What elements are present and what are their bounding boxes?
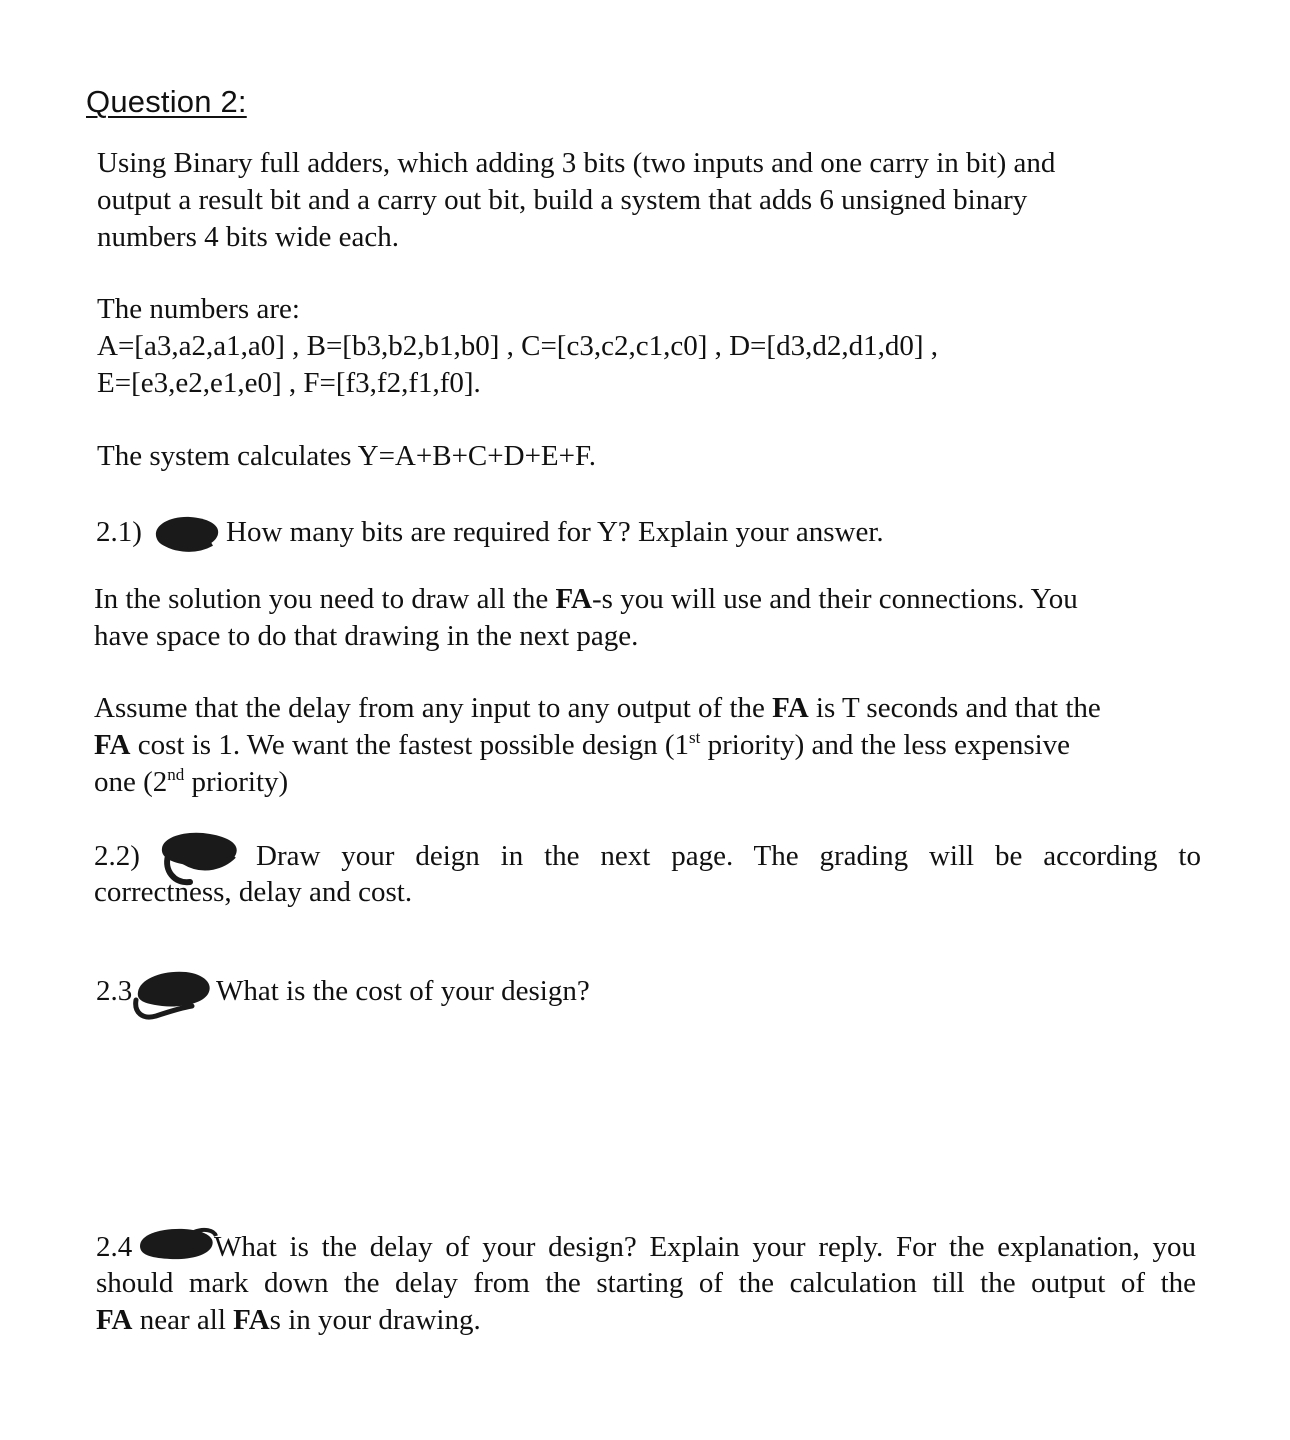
question-heading: Question 2:: [86, 84, 247, 119]
note-text: In the solution you need to draw all the: [94, 583, 556, 615]
redaction-scribble: [150, 510, 226, 556]
assumption-bold: FA: [94, 729, 131, 761]
intro-line: output a result bit and a carry out bit, build a system that adds 6 unsigned binary: [97, 184, 1028, 216]
part-2-4-text: What is the delay of your design? Explain your reply. For the explanation, you: [214, 1231, 1196, 1263]
assumption-text: priority) and the less expensive: [700, 729, 1071, 761]
numbers-paragraph: [97, 291, 938, 402]
assumption-text: priority): [184, 766, 289, 798]
solution-note: [94, 581, 1200, 655]
part-2-4-text: s in your drawing.: [269, 1304, 481, 1336]
assumption-text: cost is 1. We want the fastest possible design (1: [130, 729, 690, 761]
part-2-4-continuation: [96, 1265, 1196, 1339]
part-2-1-number: 2.1): [96, 516, 142, 548]
numbers-label: The numbers are:: [97, 293, 300, 325]
redaction-scribble: [134, 1224, 220, 1268]
superscript: st: [689, 728, 701, 747]
redaction-scribble: [128, 962, 218, 1024]
part-2-1-text: How many bits are required for Y? Explain your answer.: [226, 516, 884, 548]
part-2-4-number: 2.4: [96, 1231, 133, 1263]
note-bold: FA: [555, 583, 592, 615]
intro-line: numbers 4 bits wide each.: [97, 221, 400, 253]
part-2-4-bold: FA: [96, 1304, 133, 1336]
assumption-text: is T seconds and that the: [808, 692, 1101, 724]
part-2-2-text: correctness, delay and cost.: [94, 876, 413, 908]
intro-paragraph: [97, 145, 1055, 256]
part-2-2-text: Draw your deign in the next page. The grading will be according to: [256, 840, 1201, 872]
part-2-2-number: 2.2): [94, 840, 140, 872]
assumption-bold: FA: [772, 692, 809, 724]
part-2-4-text: near all: [132, 1304, 234, 1336]
part-2-4-text: should mark down the delay from the starting of the calculation till the output of the: [96, 1267, 1196, 1299]
superscript: nd: [167, 765, 185, 784]
note-text: have space to do that drawing in the next page.: [94, 620, 639, 652]
note-text: -s you will use and their connections. You: [592, 583, 1078, 615]
numbers-line: E=[e3,e2,e1,e0] , F=[f3,f2,f1,f0].: [97, 367, 481, 399]
assumption-text: Assume that the delay from any input to any output of the: [94, 692, 773, 724]
numbers-line: A=[a3,a2,a1,a0] , B=[b3,b2,b1,b0] , C=[c3,c2,c1,c0] , D=[d3,d2,d1,d0] ,: [97, 330, 938, 362]
intro-line: Using Binary full adders, which adding 3 bits (two inputs and one carry in bit) and: [97, 147, 1056, 179]
system-line: The system calculates Y=A+B+C+D+E+F.: [97, 440, 597, 472]
assumption-paragraph: [94, 690, 1101, 801]
part-2-3-number: 2.3: [96, 975, 133, 1007]
part-2-3-text: What is the cost of your design?: [216, 975, 590, 1007]
assumption-text: one (2: [94, 766, 168, 798]
part-2-4-bold: FA: [233, 1304, 270, 1336]
